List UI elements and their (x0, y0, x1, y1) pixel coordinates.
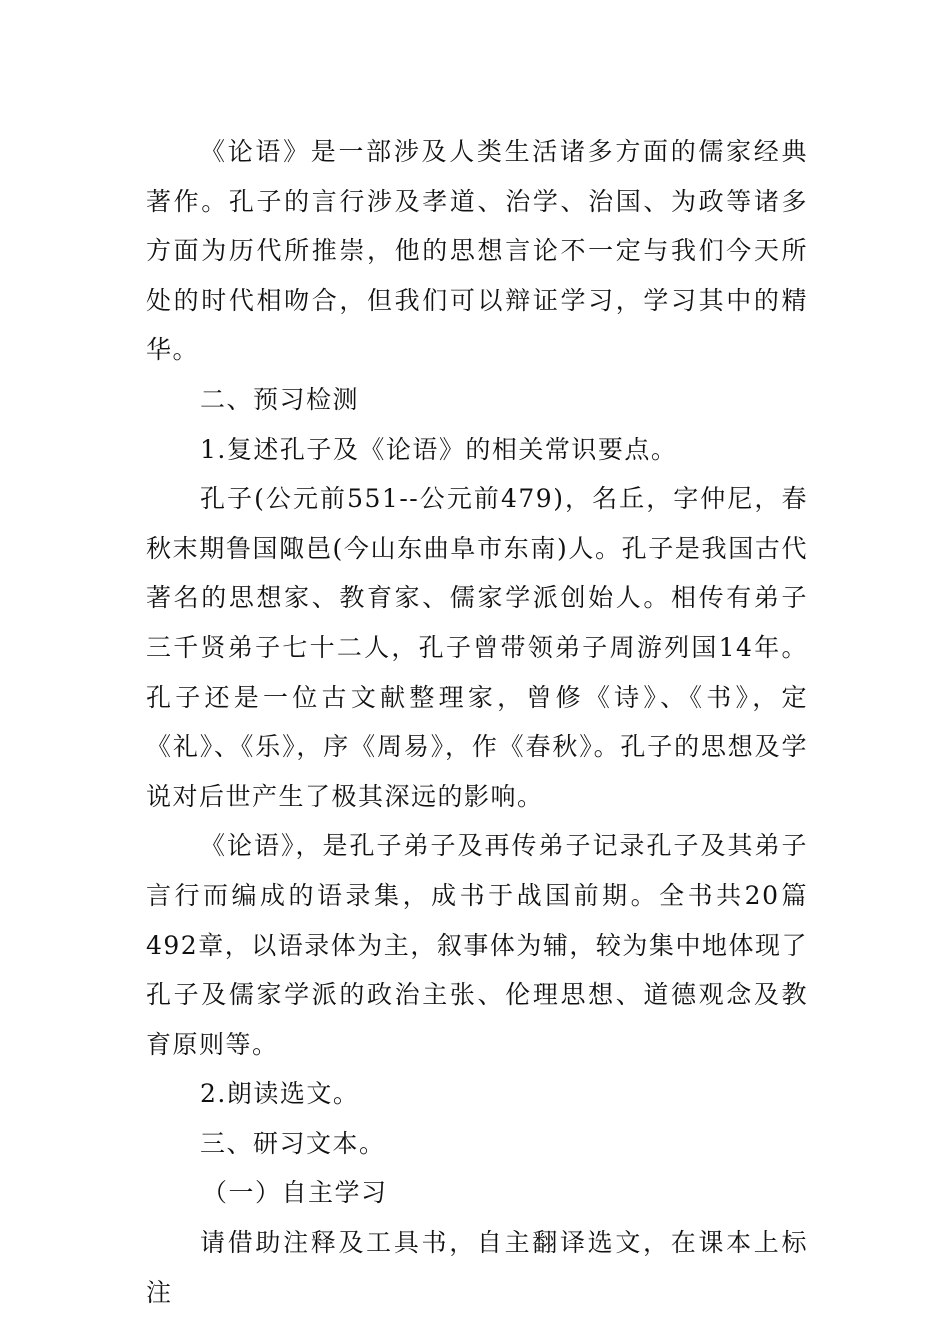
subsection-heading-self-study: （一）自主学习 (202, 1178, 388, 1208)
list-item-read-aloud: 2.朗读选文。 (200, 1079, 360, 1109)
list-item-retell-knowledge: 1.复述孔子及《论语》的相关常识要点。 (200, 434, 678, 464)
intro-paragraph: 《论语》是一部涉及人类生活诸多方面的儒家经典著作。孔子的言行涉及孝道、治学、治国、为政等诸多方面为历代所推崇，他的思想言论不一定与我们今天所处的时代相吻合，但我们可以辩证学习，学习其中的精华。 (146, 137, 808, 365)
analects-intro-paragraph: 《论语》，是孔子弟子及再传弟子记录孔子及其弟子言行而编成的语录集，成书于战国前期。全书共20篇492章，以语录体为主，叙事体为辅，较为集中地体现了孔子及儒家学派的政治主张、伦理思想、道德观念及教育原则等。 (146, 831, 808, 1059)
section-heading-preview-check: 二、预习检测 (200, 384, 360, 414)
confucius-bio-paragraph: 孔子(公元前551--公元前479)，名丘，字仲尼，春秋末期鲁国陬邑(今山东曲阜市东南)人。孔子是我国古代著名的思想家、教育家、儒家学派创始人。相传有弟子三千贤弟子七十二人，孔子曾带领弟子周游列国14年。孔子还是一位古文献整理家，曾修《诗》、《书》，定《礼》、《乐》，序《周易》，作《春秋》。孔子的思想及学说对后世产生了极其深远的影响。 (146, 484, 808, 811)
document-body (146, 127, 808, 1317)
self-study-paragraph: 请借助注释及工具书，自主翻译选文，在课本上标注 (146, 1228, 808, 1307)
section-heading-study-text: 三、研习文本。 (200, 1128, 386, 1158)
